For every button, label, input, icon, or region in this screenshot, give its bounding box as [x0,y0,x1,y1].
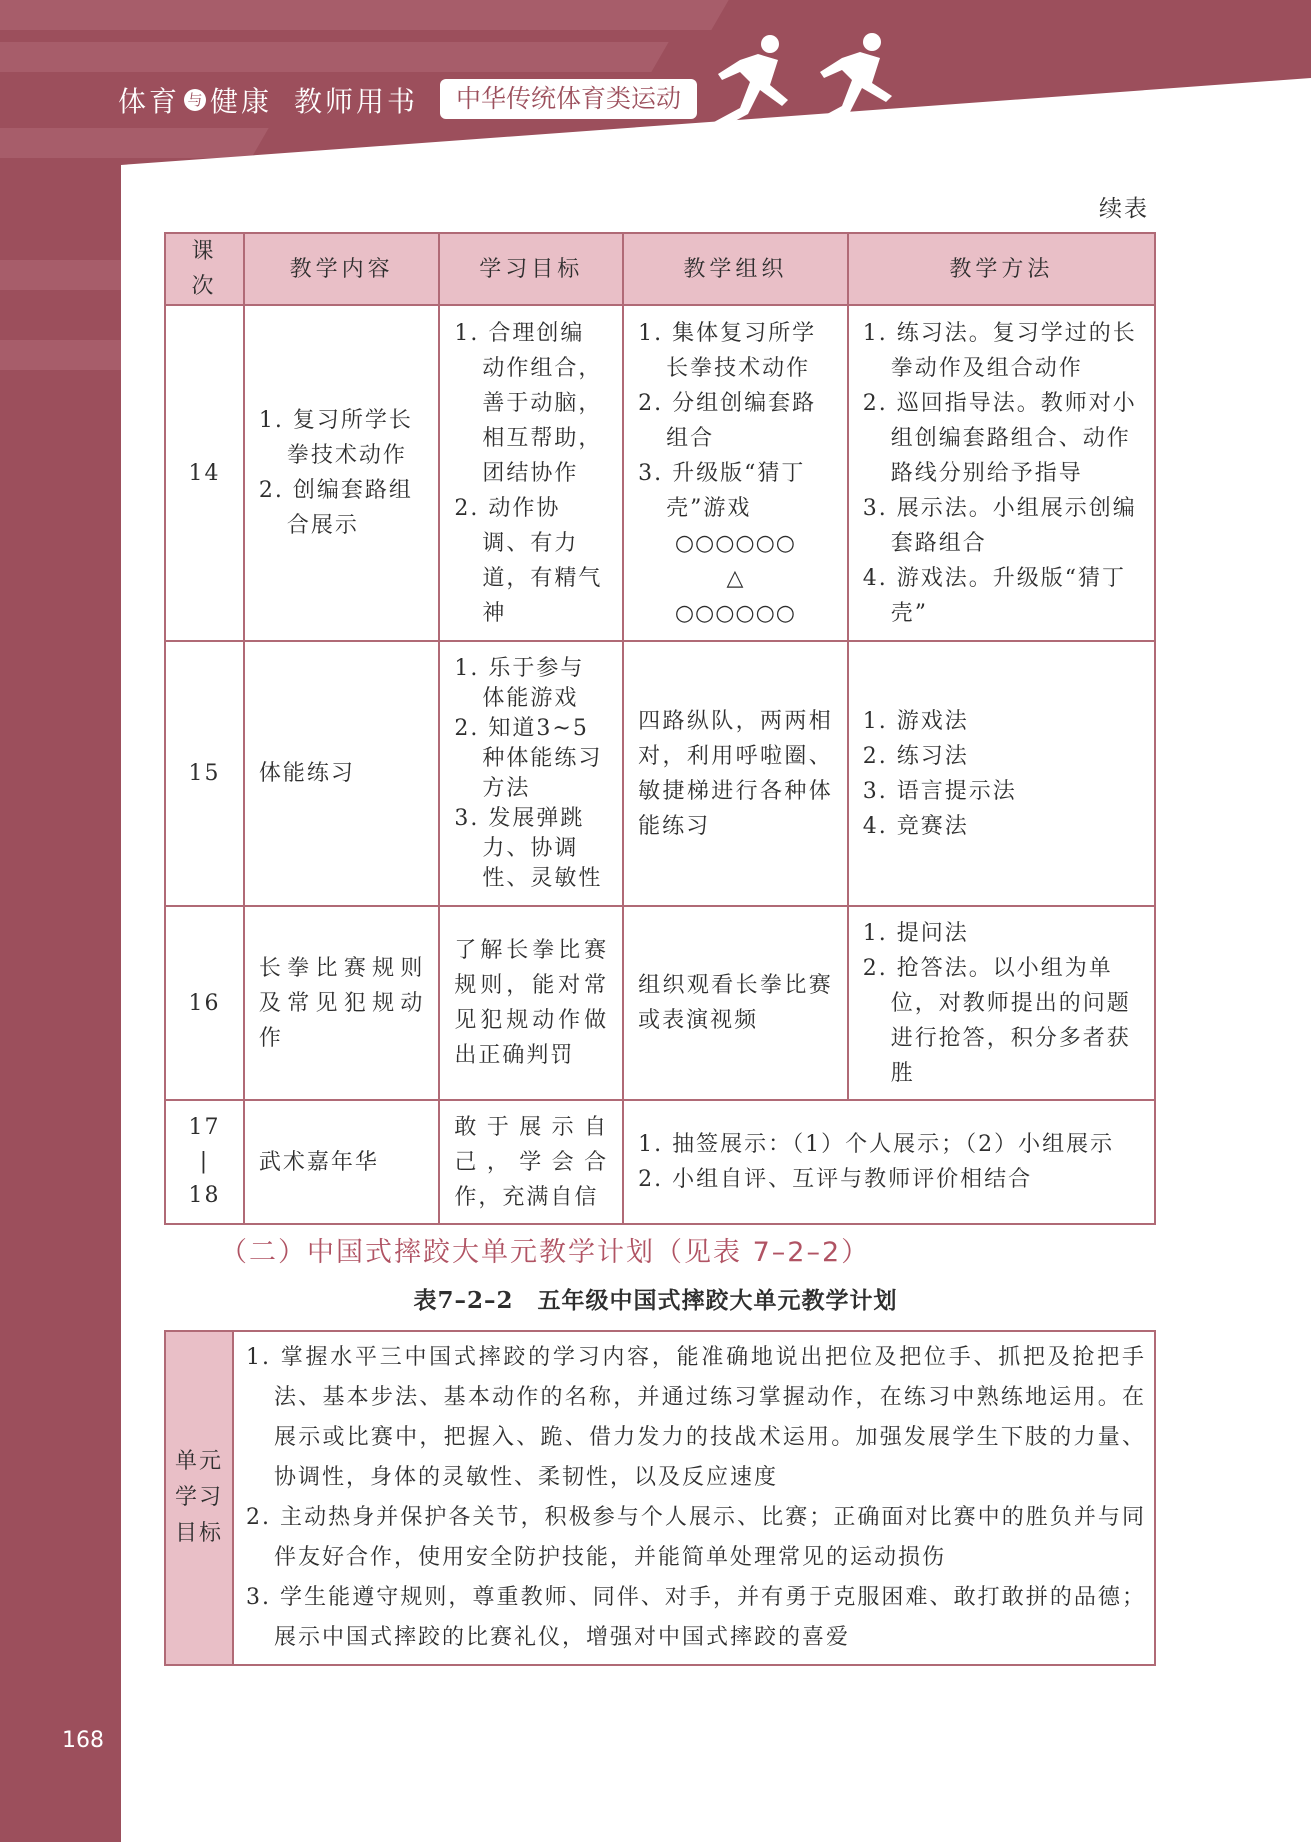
list-item: 2. 主动热身并保护各关节，积极参与个人展示、比赛；正确面对比赛中的胜负并与同伴友好合作，使用安全防护技能，并能简单处理常见的运动损伤 [246,1505,1146,1570]
column-header: 教学组织 [623,233,848,305]
list-item: 1. 练习法。复习学过的长拳动作及组合动作 [862,320,1137,381]
list-item: 2. 小组自评、互评与教师评价相结合 [638,1167,1033,1192]
org-methods-cell [623,1100,1155,1224]
book-title-part1: 体育 [118,85,181,118]
lesson-number [165,1100,244,1224]
formation-teacher: △ [726,565,745,591]
formation-row: ○○○○○○ [674,600,797,626]
list-item: 1. 掌握水平三中国式摔跤的学习内容，能准确地说出把位及把位手、抓把及抢把手法、基本步法、基本动作的名称，并通过练习掌握动作，在练习中熟练地运用。在展示或比赛中，把握入、跪、借力发力的技战术运用。加强发展学生下肢的力量、协调性，身体的灵敏性、柔韧性，以及反应速度 [246,1345,1146,1490]
methods-cell [848,641,1155,906]
list-item: 2. 练习法 [862,743,969,769]
goals-cell: 了解长拳比赛规则，能对常见犯规动作做出正确判罚 [439,906,623,1100]
list-item: 1. 合理创编动作组合，善于动脑，相互帮助，团结协作 [454,320,603,486]
column-header: 课次 [165,233,244,305]
formation-diagram [638,526,833,631]
organization-cell: 四路纵队，两两相对，利用呼啦圈、敏捷梯进行各种体能练习 [623,641,848,906]
table-row [165,305,1155,641]
lesson-end: 18 [188,1183,221,1208]
table-row [165,1100,1155,1224]
list-item: 3. 语言提示法 [862,778,1017,804]
goals-cell [439,305,623,641]
list-item: 4. 竞赛法 [862,813,969,839]
organization-cell [623,305,848,641]
list-item: 3. 学生能遵守规则，尊重教师、同伴、对手，并有勇于克服困难、敢打敢拼的品德；展示中国式摔跤的比赛礼仪，增强对中国式摔跤的喜爱 [246,1585,1146,1650]
list-item: 4. 游戏法。升级版“猜丁壳” [862,565,1126,626]
lesson-plan-table [164,232,1156,1225]
list-item: 1. 集体复习所学长拳技术动作 [638,320,817,381]
list-item: 2. 抢答法。以小组为单位，对教师提出的问题进行抢答，积分多者获胜 [862,955,1131,1086]
list-item: 3. 升级版“猜丁壳”游戏 [638,460,806,521]
section-heading: （二）中国式摔跤大单元教学计划（见表 7–2–2） [220,1237,871,1268]
list-item: 1. 复习所学长拳技术动作 [258,408,413,468]
formation-row: ○○○○○○ [674,530,797,556]
methods-cell [848,305,1155,641]
column-header: 学习目标 [439,233,623,305]
table-header-row [165,233,1155,305]
list-item: 2. 动作协调、有力道，有精气神 [454,495,603,626]
goals-label [165,1331,233,1665]
lesson-separator: | [199,1149,210,1174]
book-title-part3: 教师用书 [294,85,419,118]
lesson-number: 14 [165,305,244,641]
table-caption: 表7–2–2 五年级中国式摔跤大单元教学计划 [413,1287,898,1314]
lesson-start: 17 [188,1115,221,1140]
content-cell: 体能练习 [244,641,440,906]
list-item: 1. 抽签展示：（1）个人展示；（2）小组展示 [638,1132,1115,1157]
lesson-number: 15 [165,641,244,906]
organization-cell: 组织观看长拳比赛或表演视频 [623,906,848,1100]
unit-goals-table [164,1330,1156,1666]
goals-label-line: 目标 [174,1521,223,1546]
list-item: 2. 分组创编套路组合 [638,390,817,451]
list-item: 1. 游戏法 [862,708,969,734]
runners-icon [700,30,930,140]
column-header: 教学内容 [244,233,440,305]
content-cell: 长拳比赛规则及常见犯规动作 [244,906,440,1100]
goals-cell [439,641,623,906]
content-cell [244,305,440,641]
table-row [165,1331,1155,1665]
list-item: 1. 提问法 [862,920,969,946]
list-item: 1. 乐于参与体能游戏 [454,655,585,711]
list-item: 3. 展示法。小组展示创编套路组合 [862,495,1137,556]
list-item: 2. 创编套路组合展示 [258,478,413,538]
book-title-part2: 健康 [210,85,273,118]
goals-label-line: 学习 [174,1485,223,1510]
list-item: 3. 发展弹跳力、协调性、灵敏性 [454,805,603,891]
methods-cell [848,906,1155,1100]
page-number: 168 [62,1728,104,1753]
lesson-number: 16 [165,906,244,1100]
table-row [165,906,1155,1100]
table-row [165,641,1155,906]
column-header: 教学方法 [848,233,1155,305]
yu-badge: 与 [184,89,206,111]
continuation-label: 续表 [1099,196,1149,222]
content-cell: 武术嘉年华 [244,1100,440,1224]
goals-body [233,1331,1155,1665]
book-title [118,80,418,120]
list-item: 2. 巡回指导法。教师对小组创编套路组合、动作路线分别给予指导 [862,390,1137,486]
chapter-pill: 中华传统体育类运动 [440,79,697,119]
list-item: 2. 知道3~5种体能练习方法 [454,715,603,801]
goals-cell: 敢于展示自己，学会合作，充满自信 [439,1100,623,1224]
goals-label-line: 单元 [174,1449,223,1474]
